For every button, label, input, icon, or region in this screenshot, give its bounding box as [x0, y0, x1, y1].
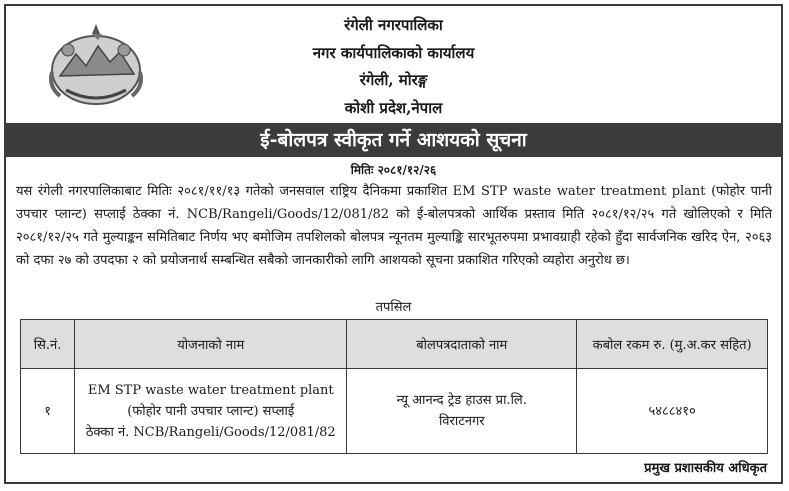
bidder-city: विराटनगर [438, 414, 485, 429]
cell-project [75, 369, 347, 454]
cell-sn: १ [21, 369, 75, 454]
table-header-row [21, 320, 768, 369]
municipality-name: रंगेली नगरपालिका [344, 16, 443, 34]
office-name: नगर कार्यपालिकाको कार्यालय [312, 44, 475, 62]
col-header-project: योजनाको नाम [75, 320, 347, 369]
project-line: EM STP waste water treatment plant [87, 382, 334, 398]
notice-frame [4, 4, 783, 484]
signatory-title: प्रमुख प्रशासकीय अधिकृत [644, 461, 767, 476]
cell-bidder [347, 369, 577, 454]
project-line: ठेक्का नं. NCB/Rangeli/Goods/12/081/82 [85, 424, 336, 440]
col-header-amount: कबोल रकम रु. (मु.अ.कर सहित) [577, 320, 768, 369]
details-label: तपसिल [375, 300, 412, 315]
bidder-name: न्यू आनन्द ट्रेड हाउस प्रा.लि. [396, 393, 527, 408]
province-country: कोशी प्रदेश,नेपाल [344, 99, 443, 117]
notice-date: मितिः २०८१/१२/२६ [350, 163, 437, 177]
project-line: (फोहोर पानी उपचार प्लान्ट) सप्लाई [127, 403, 295, 419]
bid-table [20, 319, 768, 454]
cell-amount: ५४८८४१० [577, 369, 768, 454]
table-row [21, 369, 768, 454]
notice-title-banner: ई-बोलपत्र स्वीकृत गर्ने आशयको सूचना [6, 123, 781, 157]
notice-body: यस रंगेली नगरपालिकाबाट मितिः २०८१/११/१३ गतेको जनसवाल राष्ट्रिय दैनिकमा प्रकाशित EM STP waste water treatment plant (फोहोर पानी उपचार प्लान्ट) सप्लाई ठेक्का नं. NCB/Rangeli/Goods/12/081/82 को ई-बोलपत्रको आर्थिक प्रस्ताव मिति २०८१/१२/२५ गते खोलिएको र मिति २०८१/१२/२५ गते मुल्याङ्कन समितिबाट निर्णय भए बमोजिम तपशिलको बोलपत्र न्यूनतम मुल्याङ्कि सारभूतरुपमा प्रभावग्राही रहेको हुँदा सार्वजनिक खरिद ऐन, २०६३ को दफा २७ को उपदफा २ को प्रयोजनार्थ सम्बन्धित सबैको जानकारीको लागि आशयको सूचना प्रकाशित गरिएको व्यहोरा अनुरोध छ। [16, 184, 772, 268]
col-header-sn: सि.नं. [21, 320, 75, 369]
office-header [6, 6, 781, 116]
office-address: रंगेली, मोरङ्ग [359, 71, 428, 89]
col-header-bidder: बोलपत्रदाताको नाम [347, 320, 577, 369]
